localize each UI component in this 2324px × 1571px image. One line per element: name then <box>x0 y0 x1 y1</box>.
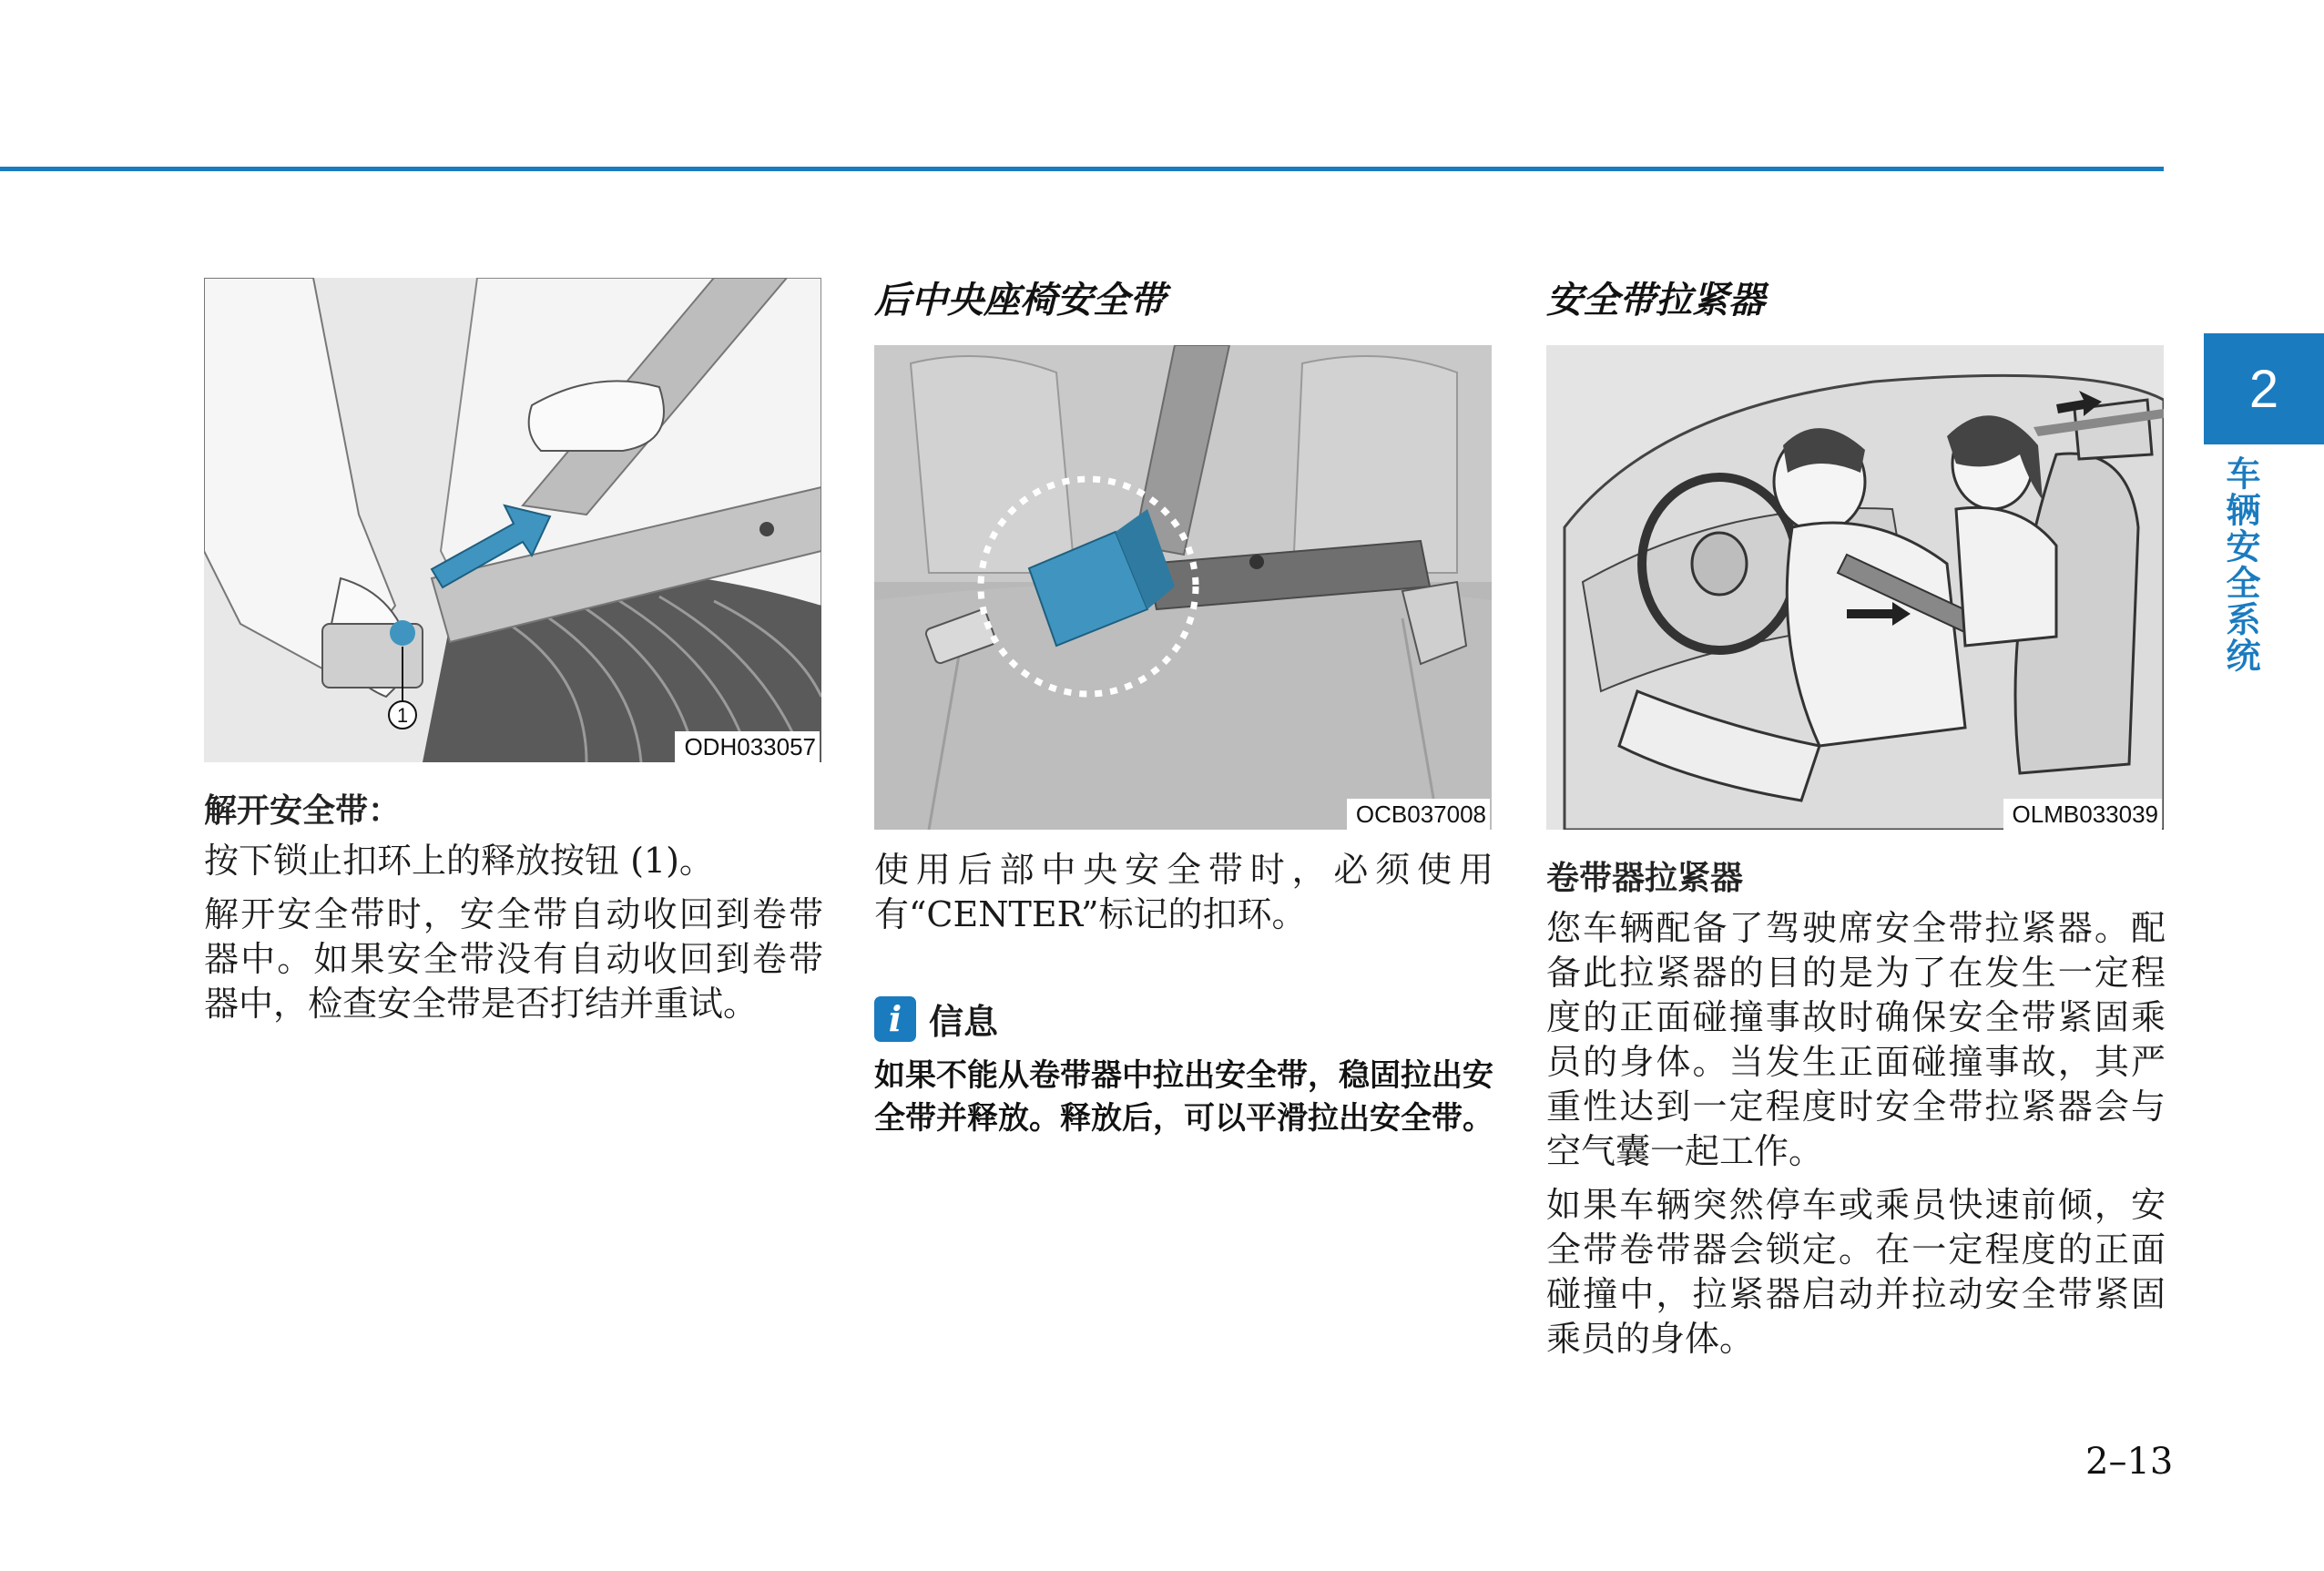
unbuckle-illustration <box>204 278 821 762</box>
figure-pretensioner <box>1546 345 2164 830</box>
column-rear-center-belt <box>874 278 1493 1140</box>
paragraph: 按下锁止扣环上的释放按钮 (1)。 <box>204 841 714 881</box>
paragraph: 使用后部中央安全带时，必须使用有“CENTER”标记的扣环。 <box>874 850 1493 934</box>
figure-code: ODH033057 <box>675 731 820 762</box>
chapter-tab: 2 <box>2204 333 2324 444</box>
callout-number: 1 <box>396 704 409 727</box>
section-title: 安全带拉紧器 <box>1546 280 1765 321</box>
header-rule <box>0 167 2164 171</box>
section-heading: 卷带器拉紧器 <box>1546 860 1744 897</box>
chapter-label: 车辆安全系统 <box>2220 455 2260 674</box>
figure-center-buckle <box>874 345 1492 830</box>
info-label: 信息 <box>929 1002 999 1042</box>
column-unbuckle <box>204 278 823 1035</box>
info-header <box>874 994 1493 1044</box>
page-number: 2–13 <box>2085 1441 2174 1483</box>
info-icon: i <box>874 996 916 1042</box>
paragraph: 解开安全带时，安全带自动收回到卷带器中。如果安全带没有自动收回到卷带器中，检查安全带是否打结并重试。 <box>204 894 823 1024</box>
section-title: 后中央座椅安全带 <box>874 280 1166 321</box>
paragraph: 如果车辆突然停车或乘员快速前倾，安全带卷带器会锁定。在一定程度的正面碰撞中，拉紧器启动并拉动安全带紧固乘员的身体。 <box>1546 1185 2166 1359</box>
section-heading: 解开安全带： <box>204 792 402 830</box>
info-text: 如果不能从卷带器中拉出安全带，稳固拉出安全带并释放。释放后，可以平滑拉出安全带。 <box>874 1057 1493 1137</box>
figure-unbuckle <box>204 278 821 762</box>
figure-code: OLMB033039 <box>2003 799 2162 830</box>
paragraph: 您车辆配备了驾驶席安全带拉紧器。配备此拉紧器的目的是为了在发生一定程度的正面碰撞事故时确保安全带紧固乘员的身体。当发生正面碰撞事故，其严重性达到一定程度时安全带拉紧器会与空气囊一起工作。 <box>1546 908 2166 1171</box>
center-belt-illustration <box>874 345 1492 830</box>
figure-code: OCB037008 <box>1347 799 1490 830</box>
column-pretensioner <box>1546 278 2166 1371</box>
pretensioner-illustration <box>1546 345 2164 830</box>
